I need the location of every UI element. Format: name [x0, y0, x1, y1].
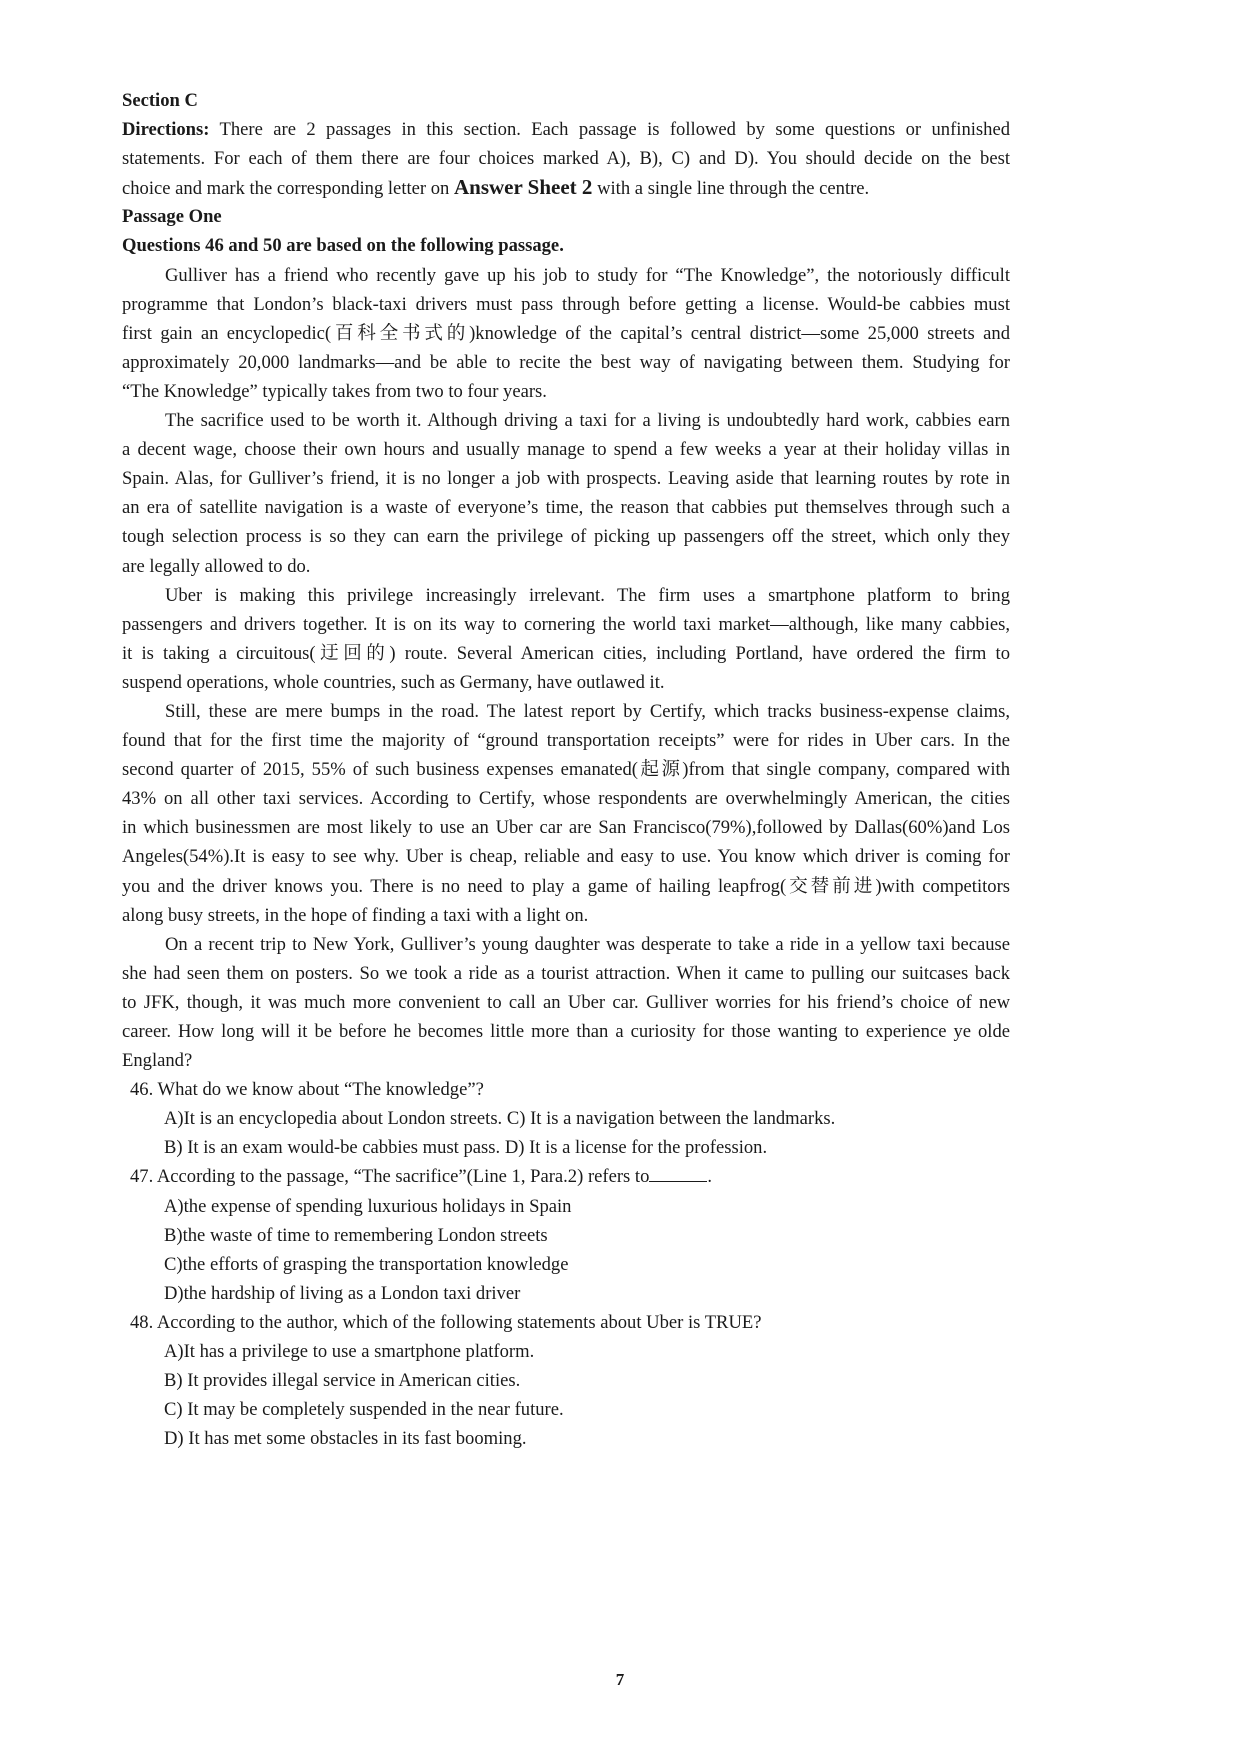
paragraph-line: programme that London’s black-taxi drivers must pass through before getting a license. Would-be cabbies must: [122, 293, 1010, 315]
paragraph-line: to JFK, though, it was much more convenient to call an Uber car. Gulliver worries for his friend’s choice of new: [122, 991, 1010, 1013]
paragraph-line: you and the driver knows you. There is no need to play a game of hailing leapfrog(交替前进)with competitors: [122, 875, 1010, 897]
paragraph-line: approximately 20,000 landmarks—and be able to recite the best way of navigating between them. Studying for: [122, 351, 1010, 373]
answer-blank[interactable]: [649, 1163, 707, 1182]
exam-page: [122, 86, 1010, 1453]
paragraph-line: On a recent trip to New York, Gulliver’s young daughter was desperate to take a ride in a yellow taxi because: [165, 933, 1010, 955]
directions-text: with a single line through the centre.: [592, 178, 870, 200]
directions-line-1: [122, 115, 1010, 144]
paragraph-line: Angeles(54%).It is easy to see why. Uber is cheap, reliable and easy to use. You know which driver is coming for: [122, 846, 1010, 868]
question-stem: [122, 1162, 1010, 1191]
questions-intro: Questions 46 and 50 are based on the following passage.: [122, 235, 564, 257]
paragraph-line: are legally allowed to do.: [122, 555, 311, 577]
paragraph-line: suspend operations, whole countries, such as Germany, have outlawed it.: [122, 671, 665, 693]
paragraph-line: it is taking a circuitous(迂回的) route. Several American cities, including Portland, have ordered the firm to: [122, 642, 1010, 664]
paragraph-line: England?: [122, 1050, 193, 1072]
answer-option[interactable]: C) It may be completely suspended in the near future.: [164, 1399, 564, 1421]
answer-option[interactable]: C)the efforts of grasping the transportation knowledge: [164, 1253, 569, 1275]
answer-option[interactable]: B)the waste of time to remembering London streets: [164, 1224, 548, 1246]
paragraph-line: “The Knowledge” typically takes from two to four years.: [122, 380, 547, 402]
paragraph-3: [122, 581, 1010, 697]
paragraph-1: [122, 261, 1010, 406]
question-46: [122, 1075, 1010, 1162]
paragraph-line: she had seen them on posters. So we took a ride as a tourist attraction. When it came to pulling our suitcases back: [122, 962, 1010, 984]
question-stem-end: .: [707, 1166, 713, 1188]
paragraph-line: second quarter of 2015, 55% of such business expenses emanated(起源)from that single company, compared with: [122, 759, 1010, 781]
directions-line-2: statements. For each of them there are four choices marked A), B), C) and D). You should decide on the best: [122, 148, 1010, 170]
directions-text: choice and mark the corresponding letter on: [122, 178, 454, 200]
paragraph-line: Still, these are mere bumps in the road. The latest report by Certify, which tracks business-expense claims,: [165, 700, 1010, 722]
paragraph-line: passengers and drivers together. It is on its way to cornering the world taxi market—although, like many cabbies,: [122, 613, 1010, 635]
passage-title: Passage One: [122, 206, 222, 228]
question-47: [122, 1162, 1010, 1307]
answer-sheet-label: Answer Sheet 2: [453, 175, 593, 200]
question-48: [122, 1308, 1010, 1453]
paragraph-line: found that for the first time the majority of “ground transportation receipts” were for rides in Uber cars. In the: [122, 730, 1010, 752]
paragraph-line: Spain. Alas, for Gulliver’s friend, it is no longer a job with prospects. Leaving aside that learning routes by rote in: [122, 468, 1010, 490]
directions-label: Directions:: [122, 119, 210, 141]
paragraph-line: career. How long will it be before he becomes little more than a curiosity for those wanting to experience ye olde: [122, 1021, 1010, 1042]
paragraph-line: Gulliver has a friend who recently gave up his job to study for “The Knowledge”, the notoriously difficult: [165, 264, 1010, 286]
paragraph-2: [122, 406, 1010, 581]
paragraph-line: 43% on all other taxi services. According to Certify, whose respondents are overwhelmingly American, the cities: [122, 788, 1010, 810]
answer-option[interactable]: A)It is an encyclopedia about London streets. C) It is a navigation between the landmarks.: [164, 1108, 836, 1130]
paragraph-4: [122, 697, 1010, 930]
paragraph-5: [122, 930, 1010, 1075]
section-title: Section C: [122, 90, 198, 111]
question-stem: 46. What do we know about “The knowledge”?: [130, 1079, 484, 1101]
directions-text: There are 2 passages in this section. Each passage is followed by some questions or unfinished: [219, 119, 1010, 141]
directions-line-3: [122, 173, 1010, 202]
question-stem: 48. According to the author, which of the following statements about Uber is TRUE?: [130, 1311, 762, 1333]
answer-option[interactable]: A)the expense of spending luxurious holidays in Spain: [164, 1195, 572, 1217]
paragraph-line: tough selection process is so they can earn the privilege of picking up passengers off the street, which only they: [122, 526, 1010, 548]
paragraph-line: an era of satellite navigation is a waste of everyone’s time, the reason that cabbies put themselves through such a: [122, 497, 1010, 519]
answer-option[interactable]: B) It provides illegal service in American cities.: [164, 1370, 521, 1392]
paragraph-line: first gain an encyclopedic(百科全书式的)knowledge of the capital’s central district—some 25,000 streets and: [122, 322, 1010, 344]
paragraph-line: along busy streets, in the hope of finding a taxi with a light on.: [122, 904, 589, 926]
answer-option[interactable]: D)the hardship of living as a London taxi driver: [164, 1282, 521, 1304]
answer-option[interactable]: D) It has met some obstacles in its fast booming.: [164, 1428, 527, 1450]
question-stem-text: 47. According to the passage, “The sacrifice”(Line 1, Para.2) refers to: [130, 1166, 650, 1188]
answer-option[interactable]: B) It is an exam would-be cabbies must pass. D) It is a license for the profession.: [164, 1137, 768, 1159]
paragraph-line: Uber is making this privilege increasingly irrelevant. The firm uses a smartphone platform to bring: [165, 584, 1010, 606]
answer-option[interactable]: A)It has a privilege to use a smartphone platform.: [164, 1341, 535, 1363]
paragraph-line: in which businessmen are most likely to use an Uber car are San Francisco(79%),followed by Dallas(60%)and Los: [122, 817, 1010, 839]
paragraph-line: a decent wage, choose their own hours and usually manage to spend a few weeks a year at their holiday villas in: [122, 439, 1010, 461]
page-number: 7: [615, 1670, 625, 1689]
paragraph-line: The sacrifice used to be worth it. Although driving a taxi for a living is undoubtedly hard work, cabbies earn: [165, 410, 1010, 432]
